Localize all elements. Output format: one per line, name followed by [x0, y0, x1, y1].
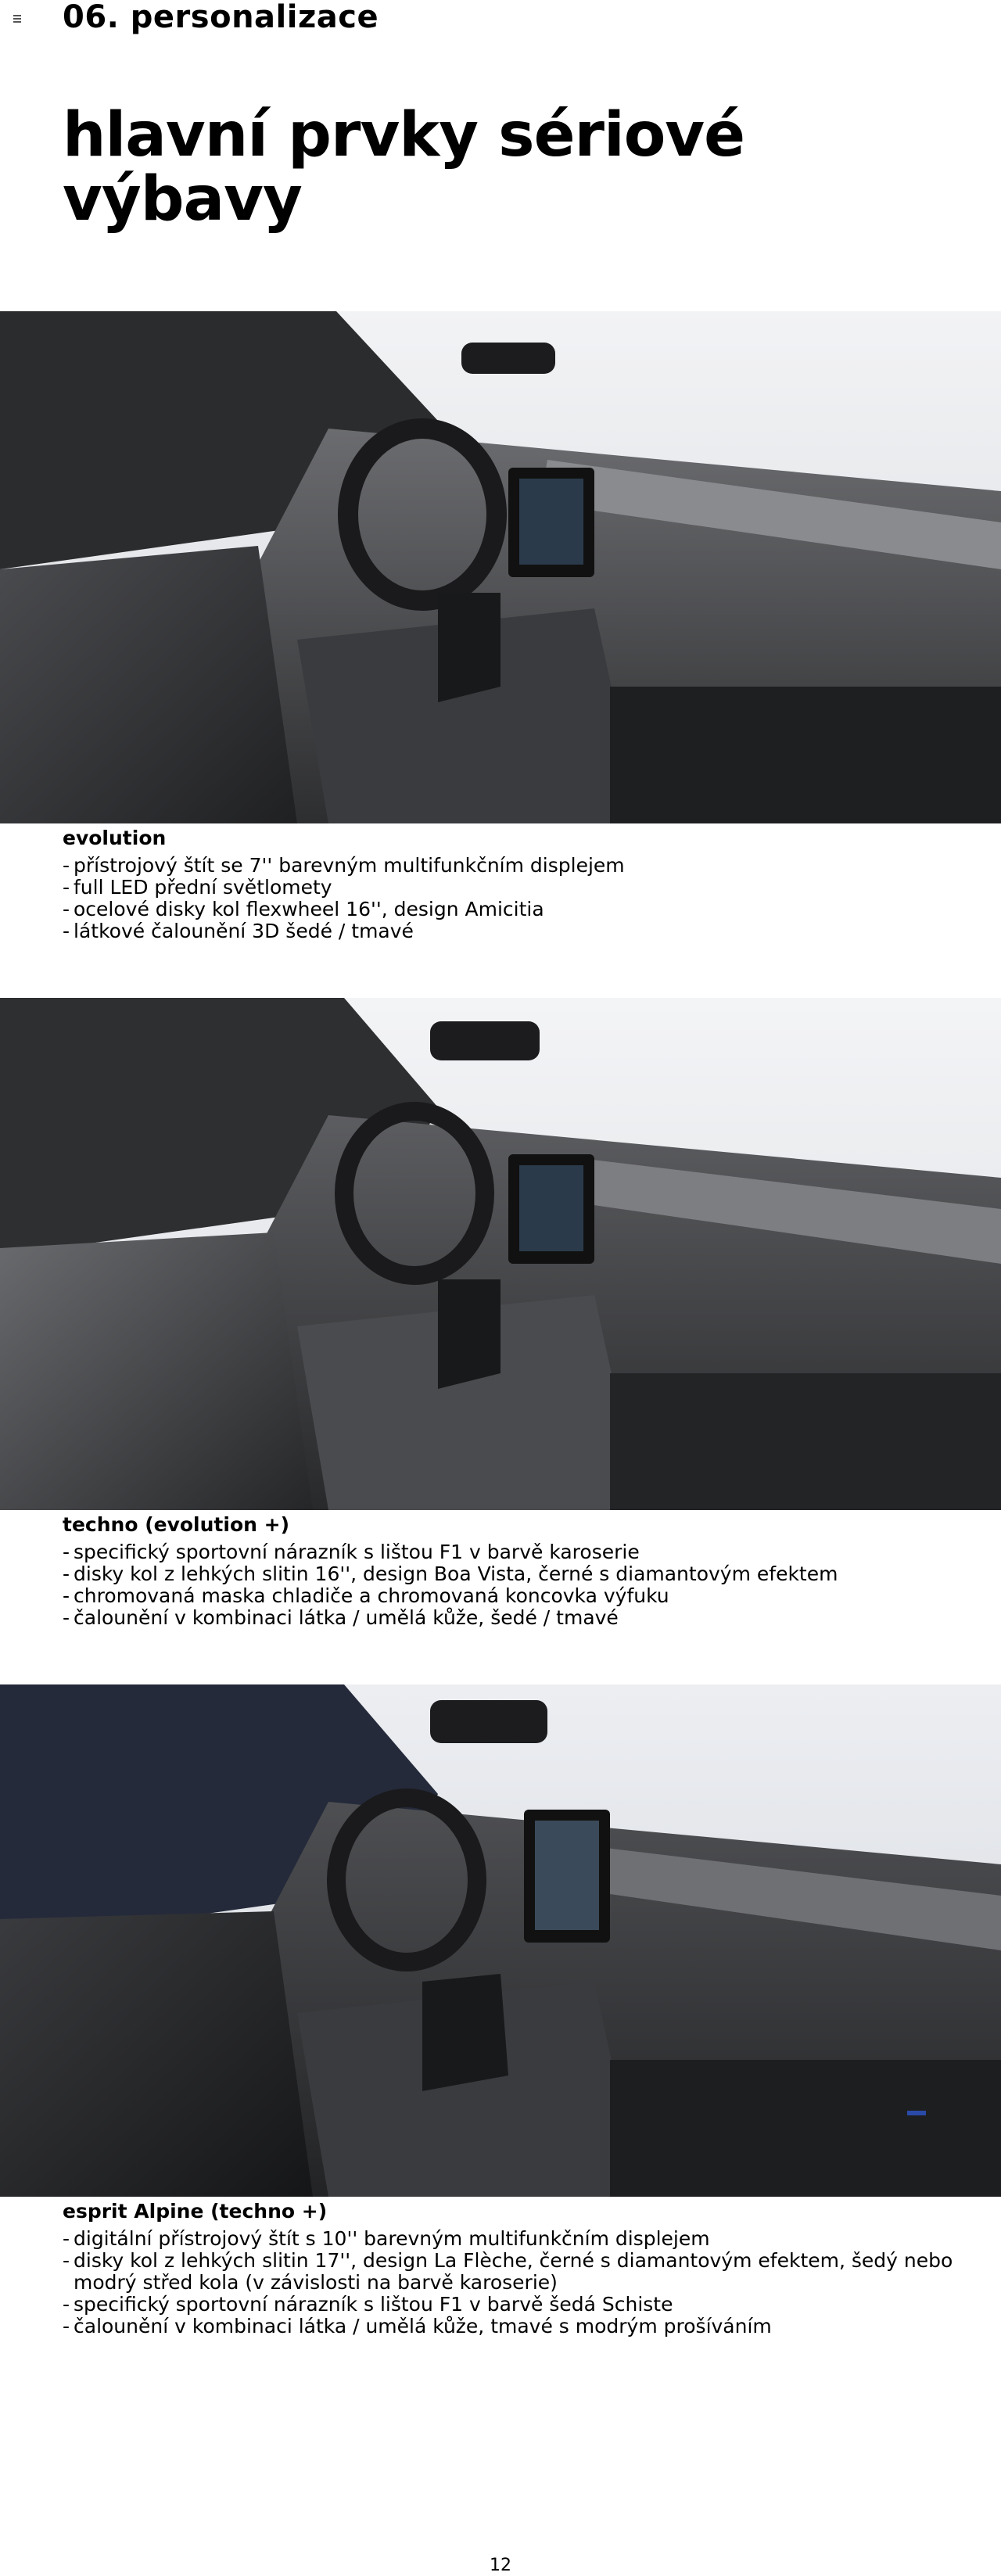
- feature-item: - disky kol z lehkých slitin 17'', design La Flèche, černé s diamantovým efektem, šedý nebo modrý střed kola (v závislosti na barvě karoserie): [63, 2250, 954, 2294]
- feature-item: - specifický sportovní nárazník s lištou F1 v barvě šedá Schiste: [63, 2294, 954, 2316]
- feature-list: [63, 2228, 954, 2337]
- section-header: 06. personalizace: [63, 0, 379, 35]
- interior-photo-evolution: [0, 311, 1001, 823]
- feature-item: - čalounění v kombinaci látka / umělá kůže, tmavé s modrým prošíváním: [63, 2316, 954, 2337]
- trim-name: techno (evolution +): [63, 1513, 289, 1536]
- feature-item: - ocelové disky kol flexwheel 16'', design Amicitia: [63, 899, 954, 920]
- page-title: hlavní prvky sériové výbavy: [63, 100, 745, 235]
- trim-name: esprit Alpine (techno +): [63, 2200, 328, 2223]
- trim-evolution: [63, 827, 954, 942]
- interior-photo-techno: [0, 998, 1001, 1510]
- trim-esprit-alpine: [63, 2201, 954, 2337]
- page-number: 12: [490, 2556, 511, 2575]
- feature-item: - chromovaná maska chladiče a chromovaná koncovka výfuku: [63, 1585, 954, 1607]
- feature-item: - přístrojový štít se 7'' barevným multifunkčním displejem: [63, 855, 954, 877]
- feature-list: [63, 855, 954, 942]
- feature-list: [63, 1541, 954, 1629]
- hamburger-menu-icon[interactable]: [13, 15, 23, 24]
- feature-item: - full LED přední světlomety: [63, 877, 954, 899]
- trim-name: evolution: [63, 827, 167, 849]
- interior-photo-esprit-alpine: [0, 1684, 1001, 2197]
- feature-item: - disky kol z lehkých slitin 16'', design Boa Vista, černé s diamantovým efektem: [63, 1563, 954, 1585]
- feature-item: - digitální přístrojový štít s 10'' barevným multifunkčním displejem: [63, 2228, 954, 2250]
- feature-item: - specifický sportovní nárazník s lištou F1 v barvě karoserie: [63, 1541, 954, 1563]
- feature-item: - čalounění v kombinaci látka / umělá kůže, šedé / tmavé: [63, 1607, 954, 1629]
- trim-techno: [63, 1514, 954, 1629]
- feature-item: - látkové čalounění 3D šedé / tmavé: [63, 920, 954, 942]
